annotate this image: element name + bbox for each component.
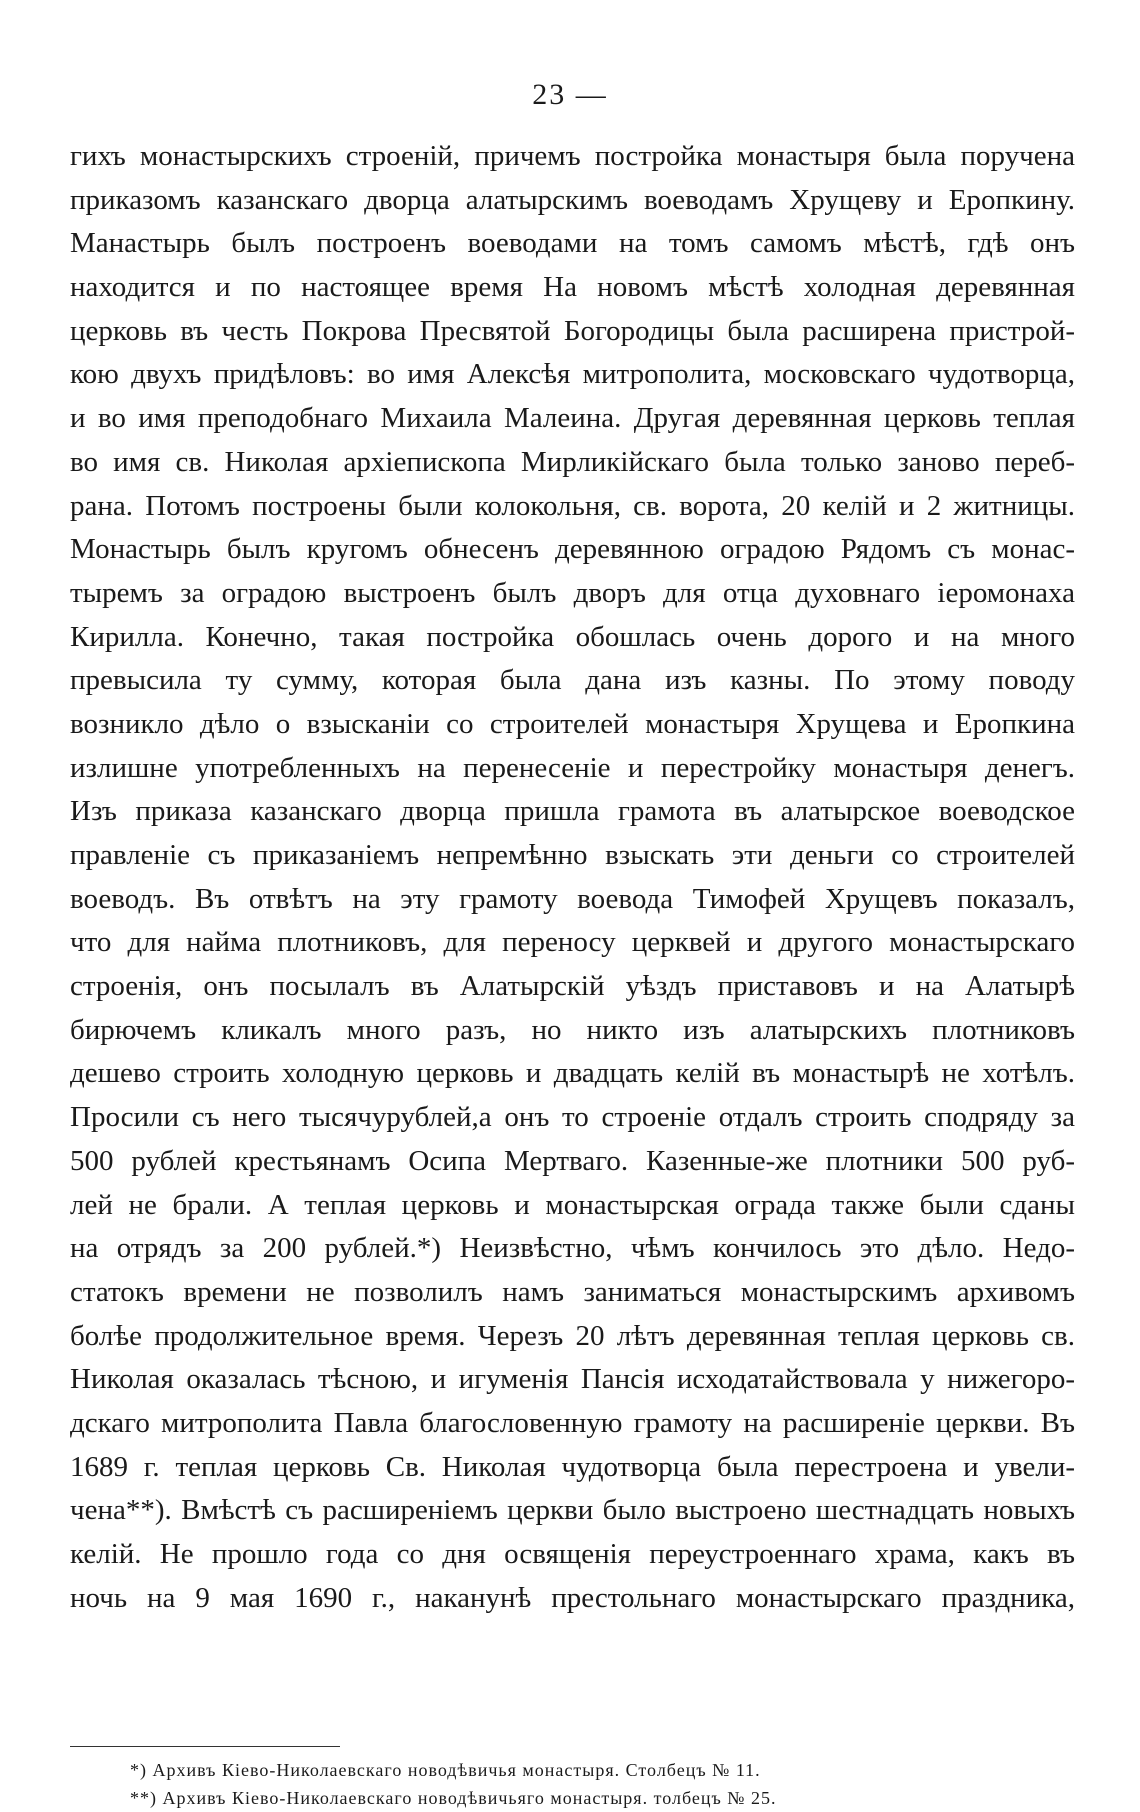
text-line: приказомъ казанскаго дворца алатырскимъ воеводамъ Хрущеву и Еропкину.: [70, 183, 1075, 216]
text-line: возникло дѣло о взысканіи со строителей монастыря Хрущева и Еропкина: [70, 707, 1075, 740]
footnote-1: *) Архивъ Кіево-Николаевскаго новодѣвичья монастыря. Столбецъ № 11.: [130, 1760, 761, 1780]
text-line: тыремъ за оградою выстроенъ былъ дворъ для отца духовнаго іеромонаха: [70, 576, 1075, 609]
text-line: во имя св. Николая архіепископа Мирликійскаго была только заново переб-: [70, 445, 1075, 478]
text-line: Кирилла. Конечно, такая постройка обошлась очень дорого и на много: [70, 620, 1075, 653]
text-line: 1689 г. теплая церковь Св. Николая чудотворца была перестроена и увели-: [70, 1450, 1075, 1483]
text-line: лей не брали. А теплая церковь и монастырская ограда также были сданы: [70, 1188, 1075, 1221]
footnotes: [70, 1756, 1075, 1812]
text-line: что для найма плотниковъ, для переносу церквей и другого монастырскаго: [70, 926, 1075, 959]
text-line: и во имя преподобнаго Михаила Малеина. Другая деревянная церковь теплая: [70, 402, 1075, 435]
footnote-divider: [70, 1746, 340, 1747]
text-line: статокъ времени не позволилъ намъ заниматься монастырскимъ архивомъ: [70, 1275, 1075, 1308]
text-line: 500 рублей крестьянамъ Осипа Мертваго. Казенные-же плотники 500 руб-: [70, 1144, 1075, 1177]
text-line: правленіе съ приказаніемъ непремѣнно взыскать эти деньги со строителей: [70, 839, 1075, 871]
text-line: находится и по настоящее время На новомъ мѣстѣ холодная деревянная: [70, 271, 1075, 304]
text-line: дешево строить холодную церковь и двадцать келій въ монастырѣ не хотѣлъ.: [70, 1057, 1075, 1090]
text-line: Монастырь былъ кругомъ обнесенъ деревянною оградою Рядомъ съ монас-: [70, 533, 1075, 566]
text-line: гихъ монастырскихъ строеній, причемъ постройка монастыря была поручена: [70, 140, 1075, 172]
text-line: излишне употребленныхъ на перенесеніе и перестройку монастыря денегъ.: [70, 751, 1075, 784]
text-line: келій. Не прошло года со дня освященія переустроеннаго храма, какъ въ: [70, 1538, 1075, 1570]
text-line: Манастырь былъ построенъ воеводами на томъ самомъ мѣстѣ, гдѣ онъ: [70, 227, 1075, 260]
text-line: воеводъ. Въ отвѣтъ на эту грамоту воевода Тимофей Хрущевъ показалъ,: [70, 882, 1075, 915]
text-line: болѣе продолжительное время. Черезъ 20 лѣтъ деревянная теплая церковь св.: [70, 1319, 1075, 1352]
text-line: дскаго митрополита Павла благословенную грамоту на расширеніе церкви. Въ: [70, 1406, 1075, 1439]
text-line: ночь на 9 мая 1690 г., наканунѣ престольнаго монастырскаго праздника,: [70, 1581, 1075, 1614]
text-line: бирючемъ кликалъ много разъ, но никто изъ алатырскихъ плотниковъ: [70, 1013, 1075, 1046]
text-line: чена**). Вмѣстѣ съ расширеніемъ церкви было выстроено шестнадцать новыхъ: [70, 1494, 1075, 1527]
footnote-2: **) Архивъ Кіево-Николаевскаго новодѣвичьяго монастыря. толбецъ № 25.: [130, 1788, 777, 1808]
text-line: рана. Потомъ построены были колокольня, св. ворота, 20 келій и 2 житницы.: [70, 489, 1075, 522]
text-line: церковь въ честь Покрова Пресвятой Богородицы была расширена пристрой-: [70, 314, 1075, 347]
text-line: строенія, онъ посылалъ въ Алатырскій уѣздъ приставовъ и на Алатырѣ: [70, 970, 1075, 1003]
text-line: превысила ту сумму, которая была дана изъ казны. По этому поводу: [70, 664, 1075, 697]
text-line: на отрядъ за 200 рублей.*) Неизвѣстно, чѣмъ кончилось это дѣло. Недо-: [70, 1232, 1075, 1265]
page-number: 23 —: [532, 78, 608, 111]
text-line: кою двухъ придѣловъ: во имя Алексѣя митрополита, московскаго чудотворца,: [70, 358, 1075, 391]
text-line: Николая оказалась тѣсною, и игуменія Пансія исходатайствовала у нижегоро-: [70, 1363, 1075, 1396]
text-line: Изъ приказа казанскаго дворца пришла грамота въ алатырское воеводское: [70, 795, 1075, 828]
text-line: Просили съ него тысячурублей,а онъ то строеніе отдалъ строить сподряду за: [70, 1101, 1075, 1134]
body-text: [70, 135, 1075, 1620]
